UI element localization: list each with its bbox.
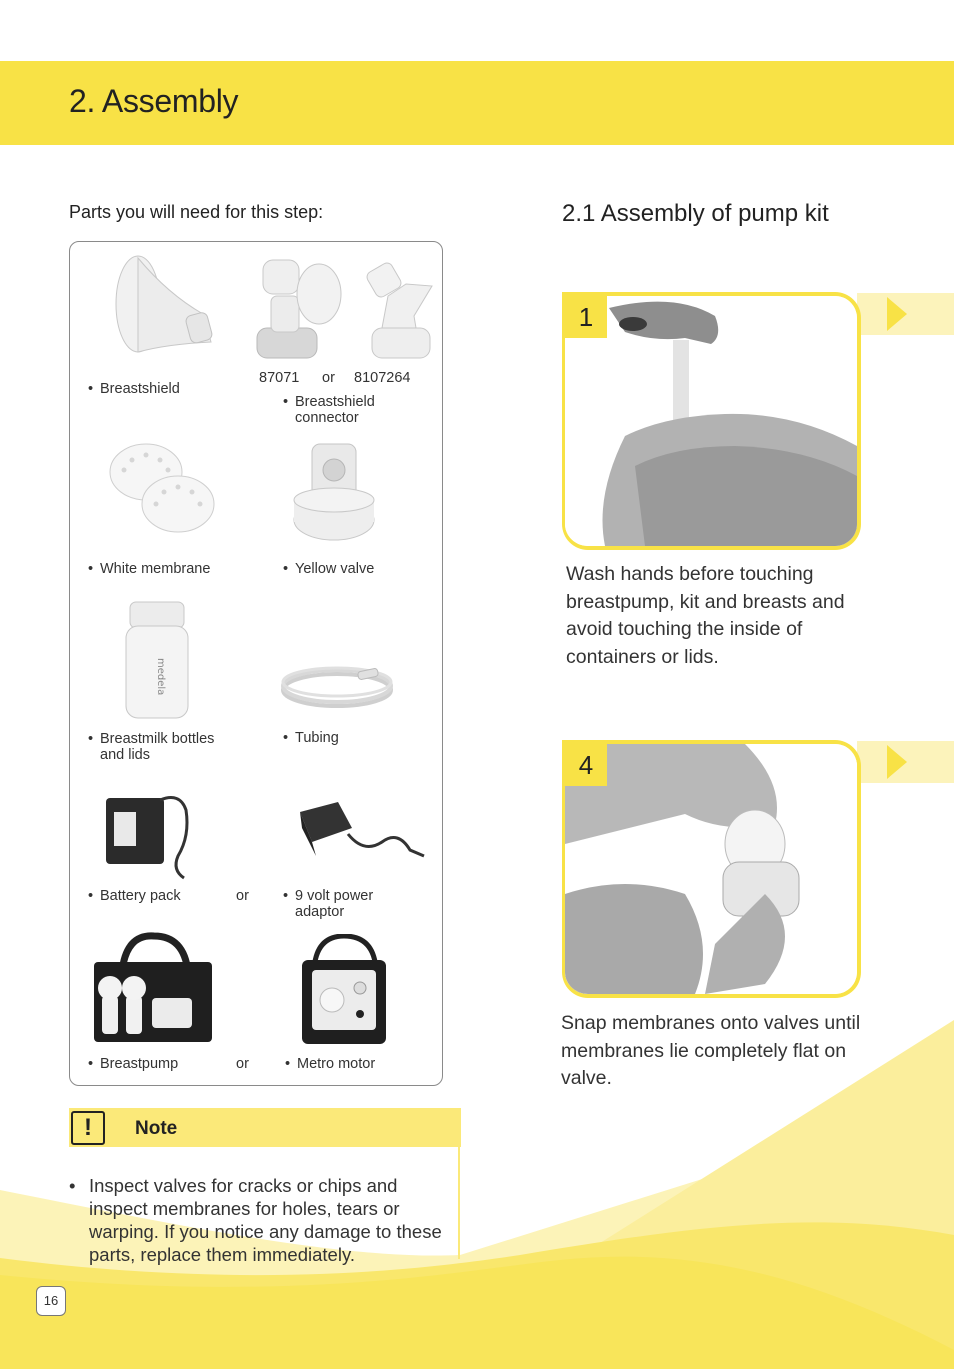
breastshield-connector-8107264-image — [366, 256, 436, 361]
battery-pack-image — [104, 786, 204, 880]
parts-box — [69, 241, 443, 1086]
arrow-right-icon — [887, 297, 907, 331]
step-4-frame — [562, 740, 861, 998]
note-divider — [458, 1147, 460, 1259]
or-label-pump: or — [236, 1056, 249, 1072]
note-text: Inspect valves for cracks or chips and inspect membranes for holes, tears or warping. If you notice any damage to these parts, replace them immediately. — [89, 1175, 442, 1265]
svg-text:medela: medela — [155, 658, 166, 696]
part-label-battery-pack: • Battery pack — [88, 888, 181, 904]
step-1-frame — [562, 292, 861, 550]
step-4-tab — [857, 741, 954, 783]
part-label-white-membrane: • White membrane — [88, 561, 211, 577]
note-title: Note — [135, 1118, 178, 1139]
header-band — [0, 61, 954, 145]
tubing-image — [278, 662, 396, 712]
or-label-power: or — [236, 888, 249, 904]
note-body: • Inspect valves for cracks or chips and inspect membranes for holes, tears or warping. If you notice any damage to these parts, replace them immediately. — [69, 1174, 449, 1266]
page-number: 16 — [36, 1286, 66, 1316]
page-title: 2. Assembly — [69, 83, 239, 119]
part-label-yellow-valve: • Yellow valve — [283, 561, 375, 577]
breastmilk-bottle-image — [122, 598, 192, 722]
step-1-number: 1 — [565, 296, 607, 338]
arrow-right-icon — [887, 745, 907, 779]
part-code-87071: 87071 — [259, 370, 300, 386]
part-label-tubing: • Tubing — [283, 730, 339, 746]
power-adaptor-image — [294, 798, 430, 870]
part-code-or: or — [322, 370, 335, 386]
membrane-snap-image — [565, 744, 857, 994]
section-heading: 2.1 Assembly of pump kit — [562, 200, 829, 227]
step-1-tab — [857, 293, 954, 335]
white-membrane-image — [106, 442, 221, 537]
part-label-breastshield: • Breastshield — [88, 381, 180, 397]
metro-motor-image — [298, 934, 390, 1048]
parts-heading: Parts you will need for this step: — [69, 202, 324, 222]
breastpump-tote-image — [92, 932, 216, 1048]
hand-washing-image — [565, 296, 857, 546]
part-code-8107264: 8107264 — [354, 370, 411, 386]
breastshield-connector-87071-image — [253, 256, 348, 361]
part-label-breastshield-connector: • Breastshield connector — [283, 394, 375, 426]
step-4-number: 4 — [565, 744, 607, 786]
breastshield-image — [108, 254, 218, 354]
note-header — [69, 1108, 461, 1147]
part-label-power-adaptor: • 9 volt power adaptor — [283, 888, 374, 920]
step-4-text: Snap membranes onto valves until membranes lie completely flat on valve. — [561, 1012, 861, 1089]
part-label-breastpump: • Breastpump — [88, 1056, 179, 1072]
warning-exclamation-icon: ! — [71, 1111, 105, 1145]
part-label-metro-motor: • Metro motor — [285, 1056, 376, 1072]
yellow-valve-image — [290, 440, 378, 545]
part-label-breastmilk-bottles: • Breastmilk bottles and lids — [88, 731, 215, 763]
step-1-text: Wash hands before touching breastpump, kit and breasts and avoid touching the inside of containers or lids. — [566, 563, 845, 668]
